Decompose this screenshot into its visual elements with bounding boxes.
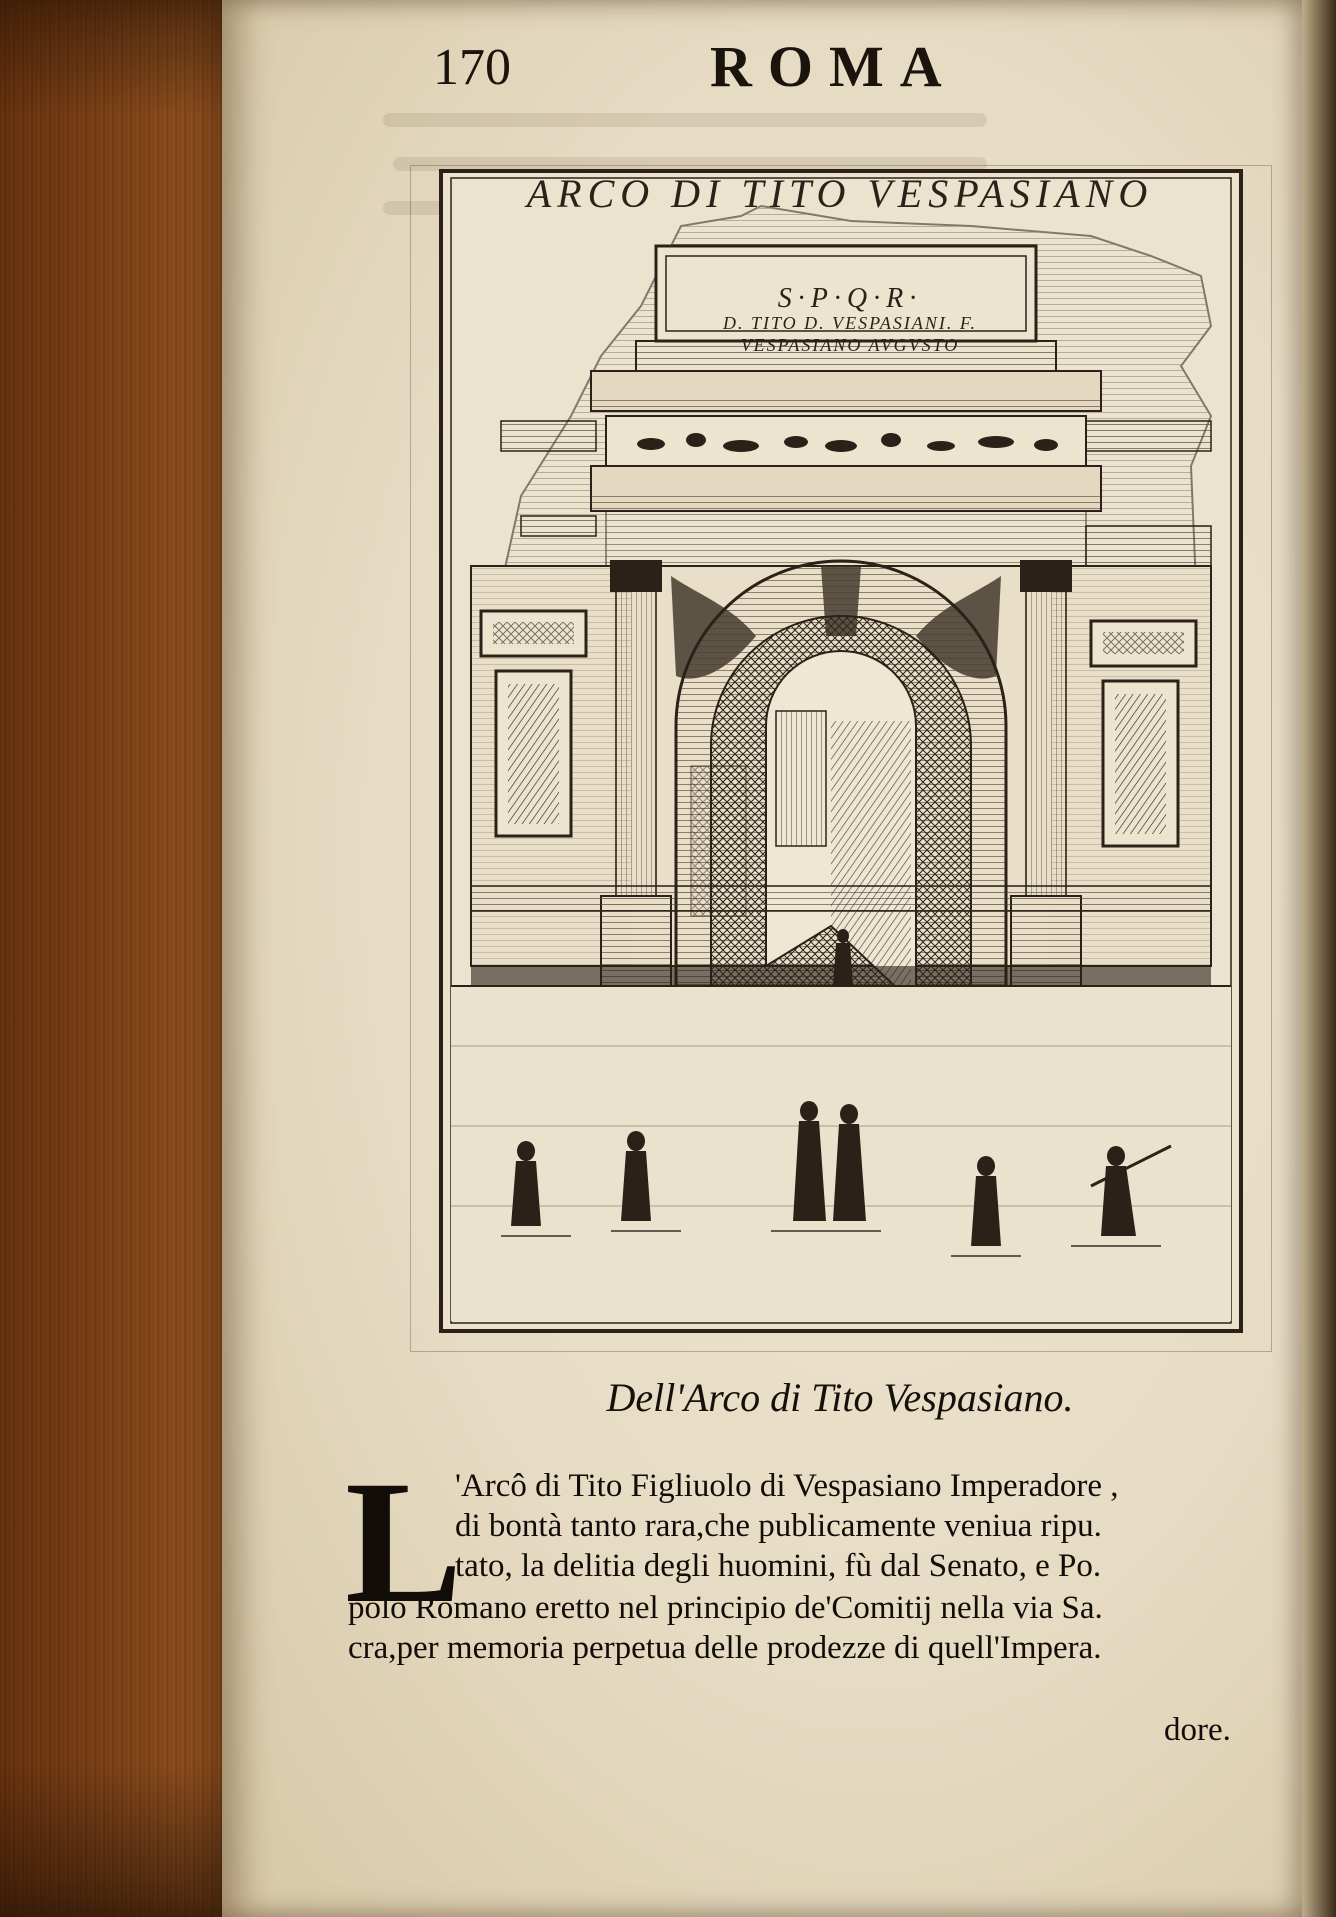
body-text-line: 'Arcô di Tito Figliuolo di Vespasiano Imperadore ,: [455, 1468, 1119, 1504]
body-text-line: tato, la delitia degli huomini, fù dal Senato, e Po.: [455, 1548, 1102, 1584]
gutter-edge: [1302, 0, 1336, 1917]
body-text-line: polo Romano eretto nel principio de'Comitij nella via Sa.: [348, 1590, 1103, 1626]
inscription-line: D. TITO D. VESPASIANI. F.: [722, 313, 977, 333]
running-title: ROMA: [710, 34, 958, 99]
body-text-line: cra,per memoria perpetua delle prodezze di quell'Impera.: [348, 1630, 1102, 1666]
page-number: 170: [433, 39, 511, 96]
inscription-line: VESPASIANO AVGVSTO: [740, 335, 960, 355]
figure-caption: Dell'Arco di Tito Vespasiano.: [606, 1375, 1074, 1420]
fore-edge-shadow: [0, 0, 230, 1917]
body-text-line: dore.: [1164, 1712, 1231, 1748]
plate-title: ARCO DI TITO VESPASIANO: [526, 171, 1154, 216]
body-text-line: di bontà tanto rara,che publicamente veniua ripu.: [455, 1508, 1102, 1544]
drop-cap: L: [345, 1445, 463, 1640]
inscription-line: S·P·Q·R·: [777, 283, 923, 314]
